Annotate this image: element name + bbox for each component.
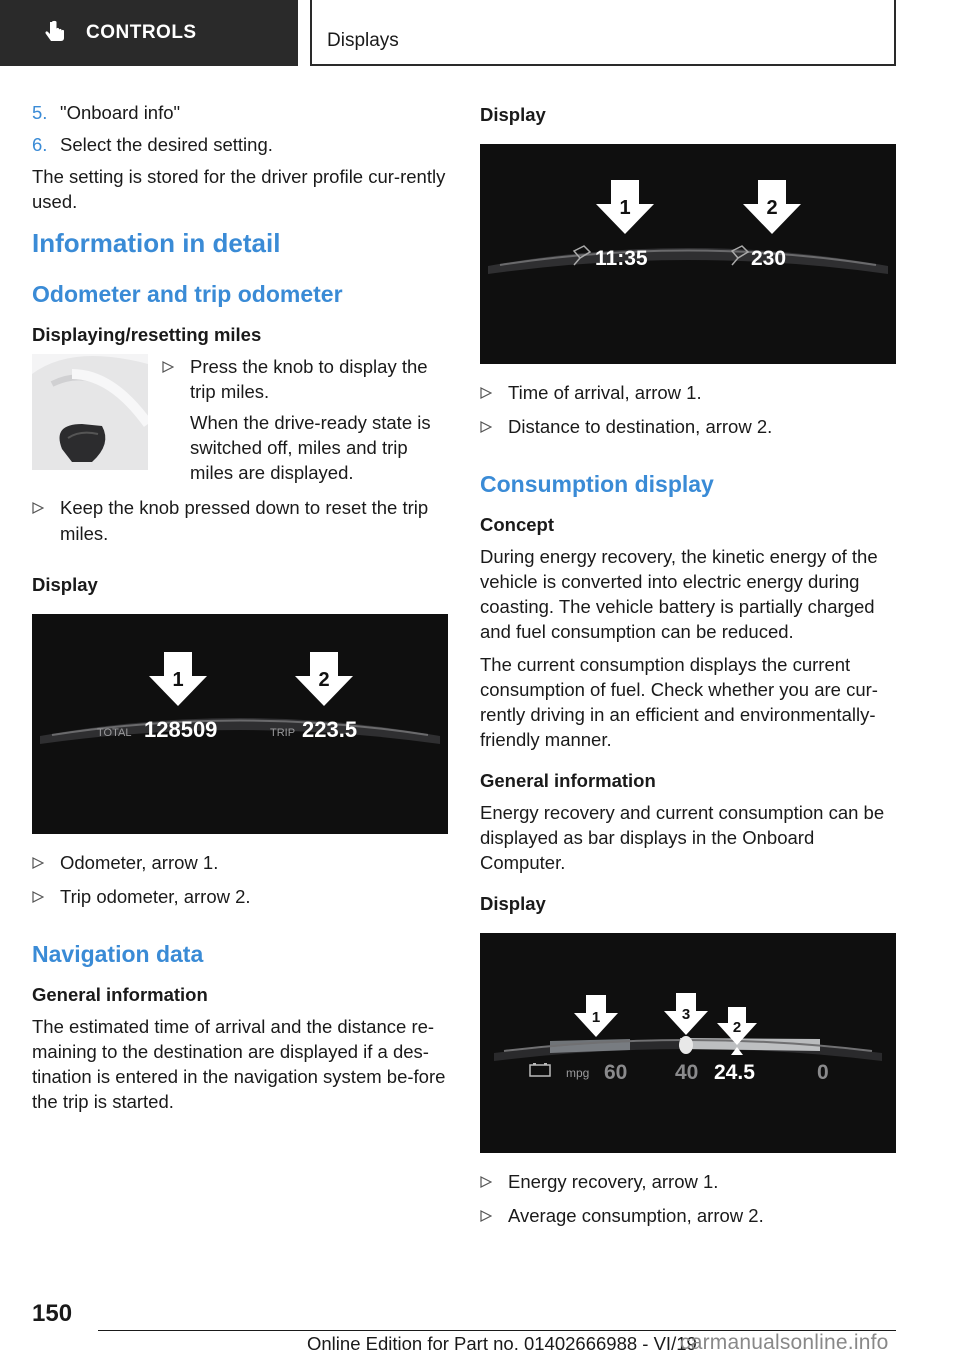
bullet-text: Average consumption, arrow 2. [508, 1204, 764, 1226]
total-label: TOTAL [97, 727, 132, 739]
trip-knob-icon [32, 354, 148, 470]
average-consumption-value: 24.5 [714, 1061, 755, 1084]
display-heading: Display [32, 574, 98, 595]
step-number: 6. [32, 134, 48, 155]
concept-text: During energy recovery, the kinetic energy of the vehicle is converted into electric energy during coasting. The vehicle battery is partially charged and fuel consumption can be reduced. [480, 546, 878, 642]
navigation-display-image [480, 144, 896, 364]
stored-setting-text: The setting is stored for the driver profile cur-rently used. [32, 166, 446, 212]
knob-section [32, 354, 448, 491]
bullet-text: Press the knob to display the trip miles. [190, 356, 428, 402]
distance-value: 230 [751, 247, 787, 270]
arrow-2-label: 2 [732, 1019, 742, 1036]
hand-pointer-icon [40, 19, 68, 47]
mpg-unit-label: mpg [566, 1066, 590, 1080]
watermark-text: carmanualsonline.info [680, 1331, 889, 1354]
bullet-item [480, 1203, 896, 1231]
heading-odometer: Odometer and trip odometer [32, 281, 343, 307]
triangle-bullet-icon [32, 850, 60, 878]
arrow-3-label: 3 [681, 1006, 691, 1023]
trip-value: 223.5 [302, 717, 358, 742]
bullet-text: Time of arrival, arrow 1. [508, 382, 702, 403]
heading-navigation-data: Navigation data [32, 941, 204, 967]
bullet-text: Distance to destination, arrow 2. [508, 415, 773, 437]
consumption-display-image [480, 933, 896, 1153]
triangle-bullet-icon [480, 1203, 508, 1231]
triangle-bullet-icon [162, 354, 190, 485]
edition-text: Online Edition for Part no. 01402666988 - VI/19 [307, 1333, 697, 1354]
total-value: 128509 [144, 717, 218, 742]
page-header [0, 0, 960, 66]
triangle-bullet-icon [480, 380, 508, 408]
chapter-label: Displays [327, 30, 399, 51]
heading-consumption-display: Consumption display [480, 471, 714, 497]
bullet-text: Keep the knob pressed down to reset the trip miles. [60, 497, 429, 544]
arrow-2-label: 2 [318, 669, 330, 691]
display-heading: Display [480, 893, 546, 914]
navigation-text: The estimated time of arrival and the distance re-maining to the destination are displayed if a des-tination is entered in the navigation system be-fore the trip is started. [32, 1016, 446, 1112]
triangle-bullet-icon [32, 495, 60, 546]
bullet-item [480, 1169, 896, 1197]
bullet-item [32, 884, 448, 912]
step-text: "Onboard info" [60, 102, 181, 123]
bullet-text: Odometer, arrow 1. [60, 852, 219, 873]
step-item [32, 100, 448, 125]
right-column [480, 100, 896, 1236]
heading-information-in-detail: Information in detail [32, 228, 281, 258]
display-heading: Display [480, 104, 546, 125]
section-tab [0, 0, 298, 66]
tick-0-label: 0 [817, 1061, 829, 1084]
bullet-note: When the drive-ready state is switched off, miles and trip miles are displayed. [190, 412, 431, 483]
triangle-bullet-icon [32, 884, 60, 912]
bullet-item [480, 380, 896, 408]
arrow-1-label: 1 [172, 669, 184, 691]
step-number: 5. [32, 102, 48, 123]
section-label: CONTROLS [86, 22, 197, 43]
bullet-item [32, 495, 448, 546]
bullet-text: Energy recovery, arrow 1. [508, 1171, 719, 1192]
arrival-time-value: 11:35 [595, 247, 648, 270]
page-number: 150 [32, 1300, 73, 1327]
triangle-bullet-icon [480, 1169, 508, 1197]
bullet-item [32, 850, 448, 878]
bullet-item [480, 414, 896, 442]
heading-resetting-miles: Displaying/resetting miles [32, 324, 262, 345]
odometer-display-image [32, 614, 448, 834]
heading-general-information: General information [480, 770, 656, 791]
bullet-text: Trip odometer, arrow 2. [60, 885, 251, 907]
knob-image [32, 354, 148, 470]
trip-label: TRIP [270, 727, 296, 739]
triangle-bullet-icon [480, 414, 508, 442]
arrow-2-label: 2 [766, 197, 778, 219]
step-text: Select the desired setting. [60, 134, 273, 155]
arrow-1-label: 1 [591, 1009, 601, 1026]
general-text: Energy recovery and current consumption can be displayed as bar displays in the Onboard Computer. [480, 802, 885, 873]
chapter-tab [310, 0, 896, 66]
heading-concept: Concept [480, 514, 554, 535]
bullet-item [162, 354, 448, 485]
left-column [32, 100, 448, 1122]
arrow-1-label: 1 [619, 197, 631, 219]
tick-60-label: 60 [604, 1061, 628, 1084]
tick-40-label: 40 [675, 1061, 699, 1084]
current-consumption-text: The current consumption displays the current consumption of fuel. Check whether you are cur-rently driving in an efficient and environmentally-friendly manner. [480, 654, 878, 750]
step-item [32, 132, 448, 157]
heading-general-information: General information [32, 984, 208, 1005]
